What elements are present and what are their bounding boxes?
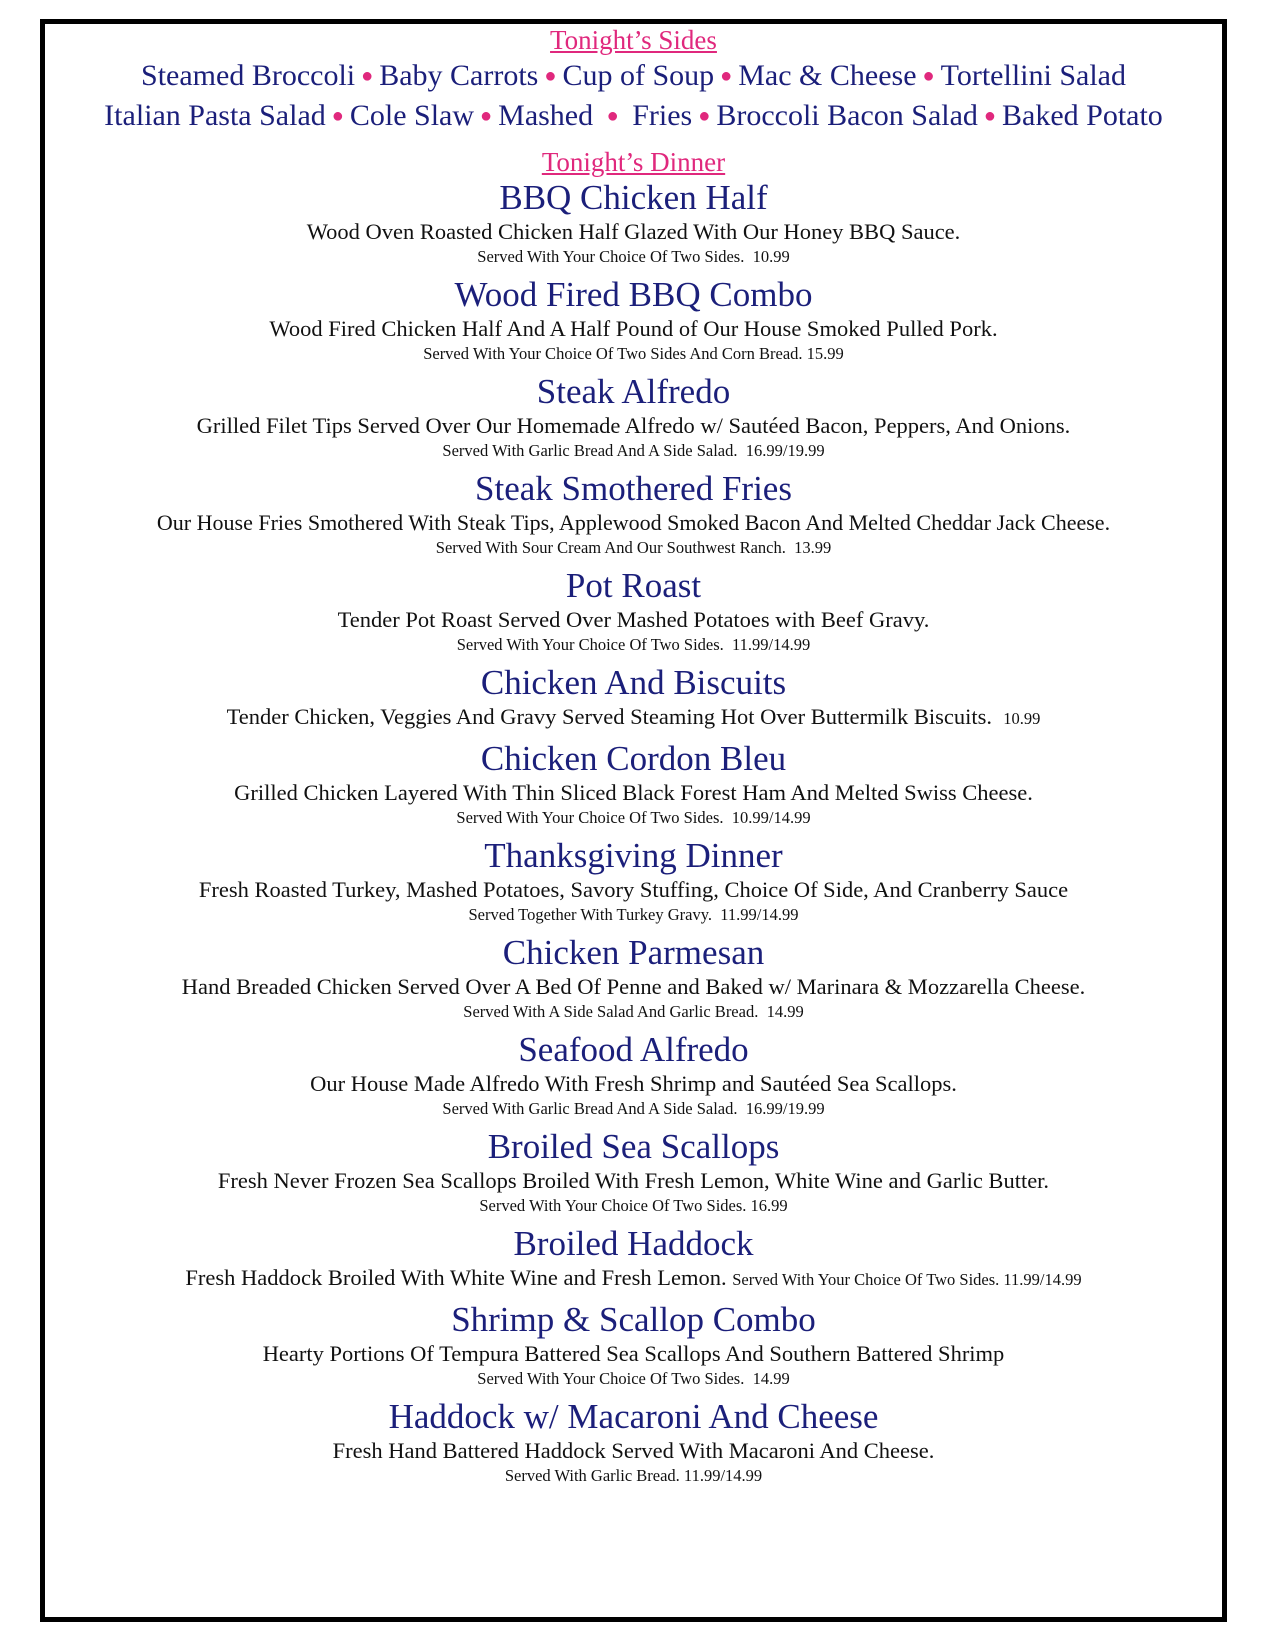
dish-description: Hand Breaded Chicken Served Over A Bed Of Penne and Baked w/ Marinara & Mozzarella Cheese. xyxy=(181,974,1086,999)
dish-name: Chicken And Biscuits xyxy=(480,663,787,702)
bullet-icon: ● xyxy=(720,65,733,87)
dish-served: Served With Your Choice Of Two Sides. 14.99 xyxy=(477,1369,790,1388)
dish-chicken-parmesan xyxy=(45,933,1222,1023)
dish-served: Served With Your Choice Of Two Sides And Corn Bread. 15.99 xyxy=(423,344,844,363)
dish-chicken-and-biscuits xyxy=(45,663,1222,733)
side-item: Mashed xyxy=(498,99,601,132)
side-item: Baked Potato xyxy=(1002,99,1163,132)
bullet-icon: ● xyxy=(698,105,711,127)
dish-name: Chicken Cordon Bleu xyxy=(480,739,787,778)
dish-description: Grilled Chicken Layered With Thin Sliced Black Forest Ham And Melted Swiss Cheese. xyxy=(234,780,1033,805)
dinner-title: Tonight’s Dinner xyxy=(541,147,726,177)
dish-description: Hearty Portions Of Tempura Battered Sea Scallops And Southern Battered Shrimp xyxy=(262,1341,1005,1366)
side-item: Broccoli Bacon Salad xyxy=(716,99,978,132)
dish-served: Served With Garlic Bread And A Side Salad. 16.99/19.99 xyxy=(442,441,825,460)
dish-description: Fresh Hand Battered Haddock Served With Macaroni And Cheese. xyxy=(332,1438,935,1463)
bullet-icon: ● xyxy=(331,105,344,127)
sides-line-2 xyxy=(45,96,1222,136)
side-item: Steamed Broccoli xyxy=(141,59,356,92)
dish-served: Served With Your Choice Of Two Sides. 10.99 xyxy=(477,247,790,266)
bullet-icon: ● xyxy=(361,65,374,87)
bullet-icon: ● xyxy=(983,105,996,127)
dish-chicken-cordon-bleu xyxy=(45,739,1222,829)
bullet-icon: ● xyxy=(922,65,935,87)
dish-name: Shrimp & Scallop Combo xyxy=(451,1300,816,1339)
dish-description-text: Fresh Haddock Broiled With White Wine and Fresh Lemon. xyxy=(185,1265,727,1290)
dish-name: Broiled Haddock xyxy=(513,1224,754,1263)
dish-served: Served With Garlic Bread. 11.99/14.99 xyxy=(504,1466,763,1485)
dish-description: Grilled Filet Tips Served Over Our Homemade Alfredo w/ Sautéed Bacon, Peppers, And Onions. xyxy=(196,413,1071,438)
dish-description: Tender Pot Roast Served Over Mashed Potatoes with Beef Gravy. xyxy=(337,607,930,632)
side-item: Tortellini Salad xyxy=(940,59,1126,92)
side-item: Mac & Cheese xyxy=(738,59,917,92)
dish-wood-fired-bbq-combo xyxy=(45,275,1222,365)
dish-served: Served With Your Choice Of Two Sides. 10.99/14.99 xyxy=(456,808,811,827)
dish-thanksgiving-dinner xyxy=(45,836,1222,926)
menu-content xyxy=(45,24,1222,1494)
dish-price: 10.99 xyxy=(1003,709,1041,728)
dish-served: Served With Garlic Bread And A Side Salad. 16.99/19.99 xyxy=(442,1099,825,1118)
dish-description: Our House Fries Smothered With Steak Tips, Applewood Smoked Bacon And Melted Cheddar Jack Cheese. xyxy=(156,510,1111,535)
dish-haddock-macaroni-cheese xyxy=(45,1397,1222,1487)
side-item: Cole Slaw xyxy=(349,99,475,132)
dish-description: Wood Fired Chicken Half And A Half Pound of Our House Smoked Pulled Pork. xyxy=(269,316,998,341)
dish-description: Wood Oven Roasted Chicken Half Glazed With Our Honey BBQ Sauce. xyxy=(306,219,961,244)
dish-bbq-chicken-half xyxy=(45,178,1222,268)
dish-name: Pot Roast xyxy=(565,566,702,605)
bullet-icon: ● xyxy=(480,105,493,127)
dish-served: Served With A Side Salad And Garlic Bread. 14.99 xyxy=(463,1002,804,1021)
dish-name: Steak Smothered Fries xyxy=(475,469,792,508)
dish-description: Fresh Never Frozen Sea Scallops Broiled With Fresh Lemon, White Wine and Garlic Butter. xyxy=(217,1168,1050,1193)
dish-name: Wood Fired BBQ Combo xyxy=(454,275,813,314)
dish-served: Served With Your Choice Of Two Sides. 11.99/14.99 xyxy=(732,1270,1082,1289)
dish-served: Served Together With Turkey Gravy. 11.99/14.99 xyxy=(468,905,799,924)
dish-name: Haddock w/ Macaroni And Cheese xyxy=(388,1397,879,1436)
side-item: Baby Carrots xyxy=(379,59,539,92)
dish-name: Broiled Sea Scallops xyxy=(487,1127,780,1166)
dish-name: Seafood Alfredo xyxy=(518,1030,749,1069)
bullet-icon: ● xyxy=(544,65,557,87)
dish-broiled-haddock xyxy=(45,1224,1222,1294)
dish-description xyxy=(45,1264,1222,1294)
dish-shrimp-scallop-combo xyxy=(45,1300,1222,1390)
dish-seafood-alfredo xyxy=(45,1030,1222,1120)
dish-description xyxy=(45,703,1222,733)
dish-name: Chicken Parmesan xyxy=(502,933,765,972)
dish-served: Served With Your Choice Of Two Sides. 11.99/14.99 xyxy=(456,635,811,654)
dish-description: Our House Made Alfredo With Fresh Shrimp and Sautéed Sea Scallops. xyxy=(310,1071,957,1096)
dish-broiled-sea-scallops xyxy=(45,1127,1222,1217)
sides-line-1 xyxy=(45,56,1222,96)
dish-description: Fresh Roasted Turkey, Mashed Potatoes, Savory Stuffing, Choice Of Side, And Cranberry Sauce xyxy=(198,877,1069,902)
sides-title: Tonight’s Sides xyxy=(550,25,717,55)
dish-steak-alfredo xyxy=(45,372,1222,462)
dish-description-text: Tender Chicken, Veggies And Gravy Served Steaming Hot Over Buttermilk Biscuits. xyxy=(226,704,992,729)
side-item: Italian Pasta Salad xyxy=(104,99,326,132)
dish-name: Thanksgiving Dinner xyxy=(484,836,783,875)
dish-pot-roast xyxy=(45,566,1222,656)
dish-served: Served With Your Choice Of Two Sides. 16.99 xyxy=(479,1196,788,1215)
dish-name: Steak Alfredo xyxy=(536,372,731,411)
dish-served: Served With Sour Cream And Our Southwest Ranch. 13.99 xyxy=(435,538,832,557)
dish-name: BBQ Chicken Half xyxy=(499,178,768,217)
side-item: Cup of Soup xyxy=(562,59,715,92)
dish-steak-smothered-fries xyxy=(45,469,1222,559)
bullet-icon: ● xyxy=(606,105,619,127)
side-item: Fries xyxy=(624,99,693,132)
